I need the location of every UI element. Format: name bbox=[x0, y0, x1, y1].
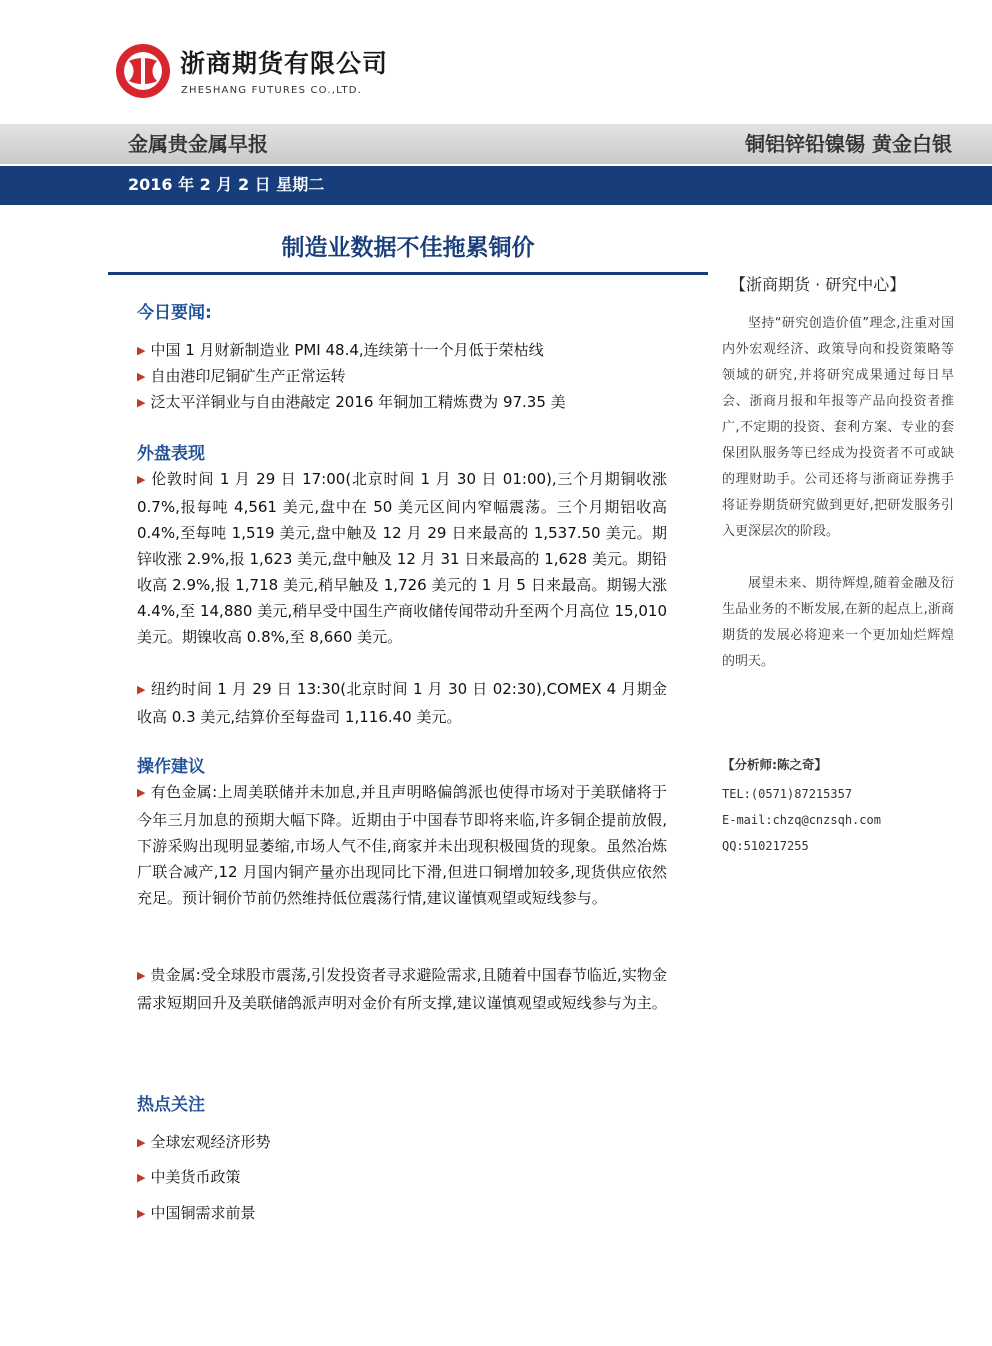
bullet-arrow-icon: ▶ bbox=[137, 969, 146, 982]
bullet-arrow-icon: ▶ bbox=[137, 786, 146, 799]
bullet-arrow-icon: ▶ bbox=[137, 1136, 146, 1149]
bullet-arrow-icon: ▶ bbox=[137, 370, 146, 383]
news-section-title: 今日要闻: bbox=[137, 303, 212, 323]
metals-list: 铜铝锌铅镍锡 黄金白银 bbox=[745, 132, 952, 156]
company-name-en: ZHESHANG FUTURES CO.,LTD. bbox=[181, 85, 363, 96]
news-item: ▶ 泛太平洋铜业与自由港敲定 2016 年铜加工精炼费为 97.35 美 bbox=[137, 393, 566, 411]
bullet-arrow-icon: ▶ bbox=[137, 1171, 146, 1184]
overseas-paragraph: ▶ 伦敦时间 1 月 29 日 17:00(北京时间 1 月 30 日 01:00),三个月期铜收涨 0.7%,报每吨 4,561 美元,盘中在 50 美元区间内窄幅震荡。三个月期铝收高 0.4%,至每吨 1,519 美元,盘中触及 12 月 29 日来最高的 1,537.50 美元。期锌收涨 2.9%,报 1,623 美元,盘中触及 12 月 31 日来最高的 1,628 美元。期铅收高 2.9%,报 1,718 美元,稍早触及 1,726 美元的 1 月 5 日来最高。期锡大涨 4.4%,至 14,880 美元,稍早受中国生产商收储传闻带动升至两个月高位 15,010 美元。期镍收高 0.8%,至 8,660 美元。 bbox=[137, 470, 667, 646]
hot-item: ▶ 全球宏观经济形势 bbox=[137, 1133, 271, 1151]
news-item: ▶ 中国 1 月财新制造业 PMI 48.4,连续第十一个月低于荣枯线 bbox=[137, 341, 544, 359]
analyst-qq: QQ:510217255 bbox=[722, 839, 809, 853]
analyst-name: 【分析师:陈之奇】 bbox=[722, 757, 827, 772]
report-date: 2016 年 2 月 2 日 星期二 bbox=[128, 175, 325, 194]
date-band bbox=[0, 166, 992, 205]
headline-divider bbox=[108, 272, 708, 275]
bullet-arrow-icon: ▶ bbox=[137, 344, 146, 357]
bullet-arrow-icon: ▶ bbox=[137, 473, 147, 486]
sidebar-intro: 展望未来、期待辉煌,随着金融及衍生品业务的不断发展,在新的起点上,浙商期货的发展必将迎来一个更加灿烂辉煌的明天。 bbox=[722, 576, 954, 669]
company-logo bbox=[115, 43, 171, 99]
hot-item: ▶ 中国铜需求前景 bbox=[137, 1204, 256, 1222]
advice-paragraph: ▶ 有色金属:上周美联储并未加息,并且声明略偏鸽派也使得市场对于美联储将于今年三月加息的预期大幅下降。近期由于中国春节即将来临,许多铜企提前放假,下游采购出现明显萎缩,市场人气不佳,商家并未出现积极囤货的现象。虽然冶炼厂联合减产,12 月国内铜产量亦出现同比下滑,但进口铜增加较多,现货供应依然充足。预计铜价节前仍然维持低位震荡行情,建议谨慎观望或短线参与。 bbox=[137, 783, 667, 907]
news-item: ▶ 自由港印尼铜矿生产正常运转 bbox=[137, 367, 346, 385]
sidebar-intro: 坚持“研究创造价值”理念,注重对国内外宏观经济、政策导向和投资策略等领域的研究,并将研究成果通过每日早会、浙商月报和年报等产品向投资者推广,不定期的投资、套利方案、专业的套保团队服务等已经成为投资者不可或缺的理财助手。公司还将与浙商证券携手将证券期货研究做到更好,把研发服务引入更深层次的阶段。 bbox=[722, 316, 954, 539]
report-type-band bbox=[0, 124, 992, 164]
advice-section-title: 操作建议 bbox=[137, 757, 205, 777]
bullet-arrow-icon: ▶ bbox=[137, 683, 146, 696]
advice-paragraph: ▶ 贵金属:受全球股市震荡,引发投资者寻求避险需求,且随着中国春节临近,实物金需求短期回升及美联储鸽派声明对金价有所支撑,建议谨慎观望或短线参与为主。 bbox=[137, 966, 667, 1012]
bullet-arrow-icon: ▶ bbox=[137, 396, 146, 409]
analyst-tel: TEL:(0571)87215357 bbox=[722, 787, 853, 801]
company-name-cn: 浙商期货有限公司 bbox=[180, 49, 389, 78]
bullet-arrow-icon: ▶ bbox=[137, 1207, 146, 1220]
report-type: 金属贵金属早报 bbox=[128, 132, 268, 156]
sidebar-title: 【浙商期货 · 研究中心】 bbox=[730, 275, 906, 294]
overseas-section-title: 外盘表现 bbox=[137, 444, 205, 464]
hot-section-title: 热点关注 bbox=[137, 1095, 205, 1115]
hot-item: ▶ 中美货币政策 bbox=[137, 1168, 241, 1186]
headline: 制造业数据不佳拖累铜价 bbox=[281, 235, 535, 261]
analyst-email[interactable]: E-mail:chzq@cnzsqh.com bbox=[722, 813, 881, 827]
overseas-paragraph: ▶ 纽约时间 1 月 29 日 13:30(北京时间 1 月 30 日 02:30),COMEX 4 月期金收高 0.3 美元,结算价至每盎司 1,116.40 美元。 bbox=[137, 680, 667, 726]
